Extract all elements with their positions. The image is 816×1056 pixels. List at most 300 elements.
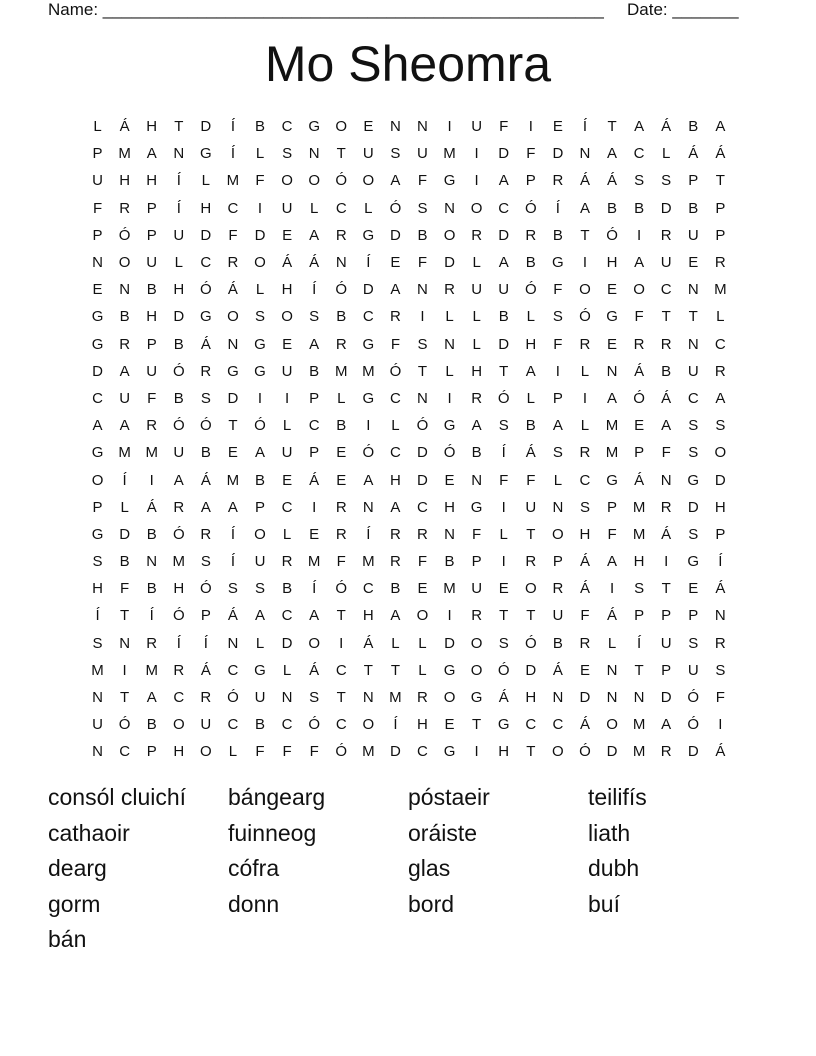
- grid-letter: O: [200, 743, 212, 761]
- grid-letter: B: [498, 308, 509, 326]
- grid-letter: L: [282, 417, 292, 435]
- grid-letter: Á: [146, 498, 157, 516]
- word-list-item: dubh: [588, 855, 640, 881]
- grid-letter: G: [362, 389, 375, 407]
- grid-letter: S: [715, 417, 726, 435]
- grid-letter: L: [472, 308, 481, 326]
- grid-letter: C: [660, 281, 672, 299]
- grid-letter: P: [661, 607, 672, 625]
- grid-letter: A: [309, 335, 320, 353]
- grid-letter: I: [637, 226, 642, 244]
- grid-letter: P: [715, 199, 726, 217]
- grid-letter: O: [470, 634, 483, 652]
- grid-letter: O: [308, 634, 320, 652]
- grid-letter: G: [470, 689, 483, 707]
- grid-letter: B: [173, 335, 184, 353]
- grid-letter: U: [498, 281, 510, 299]
- grid-letter: G: [91, 444, 104, 462]
- grid-letter: H: [471, 362, 483, 380]
- grid-letter: B: [552, 226, 563, 244]
- grid-letter: M: [91, 661, 104, 679]
- grid-letter: Ó: [335, 172, 348, 190]
- grid-letter: T: [120, 607, 130, 625]
- grid-row: [84, 113, 734, 140]
- grid-letter: A: [607, 145, 618, 163]
- grid-letter: N: [92, 743, 103, 761]
- grid-letter: C: [335, 199, 347, 217]
- grid-letter: I: [366, 417, 371, 435]
- grid-letter: F: [526, 471, 536, 489]
- grid-letter: Á: [552, 661, 563, 679]
- grid-letter: Ó: [579, 743, 591, 761]
- grid-letter: C: [714, 335, 726, 353]
- grid-letter: B: [146, 580, 157, 598]
- grid-letter: H: [525, 689, 537, 707]
- grid-letter: R: [525, 226, 537, 244]
- grid-letter: P: [661, 661, 672, 679]
- grid-letter: S: [390, 145, 401, 163]
- grid-letter: I: [420, 308, 425, 326]
- grid-letter: L: [472, 335, 481, 353]
- grid-letter: T: [499, 362, 509, 380]
- grid-letter: D: [281, 634, 293, 652]
- grid-letter: B: [200, 444, 211, 462]
- grid-letter: R: [660, 743, 672, 761]
- grid-letter: R: [281, 553, 293, 571]
- grid-letter: R: [335, 525, 347, 543]
- grid-letter: L: [472, 254, 481, 272]
- grid-letter: S: [715, 661, 726, 679]
- grid-letter: R: [579, 335, 591, 353]
- grid-letter: U: [362, 145, 374, 163]
- grid-letter: Ó: [687, 716, 700, 734]
- grid-letter: U: [660, 634, 672, 652]
- grid-letter: T: [526, 743, 536, 761]
- grid-letter: Á: [309, 661, 320, 679]
- grid-letter: D: [417, 444, 428, 462]
- grid-letter: A: [390, 498, 401, 516]
- grid-letter: Á: [119, 118, 130, 136]
- grid-letter: A: [525, 362, 536, 380]
- grid-letter: S: [282, 145, 293, 163]
- grid-letter: M: [226, 172, 240, 190]
- grid-letter: S: [255, 580, 266, 598]
- grid-letter: D: [579, 689, 591, 707]
- grid-letter: L: [93, 118, 102, 136]
- grid-letter: A: [498, 172, 509, 190]
- grid-letter: G: [470, 498, 483, 516]
- grid-letter: F: [309, 743, 319, 761]
- grid-letter: F: [499, 118, 509, 136]
- grid-letter: N: [444, 525, 455, 543]
- grid-letter: D: [362, 281, 374, 299]
- grid-letter: B: [255, 118, 266, 136]
- grid-letter: Á: [227, 281, 238, 299]
- grid-letter: R: [552, 172, 564, 190]
- grid-letter: N: [606, 362, 618, 380]
- grid-letter: P: [607, 498, 618, 516]
- grid-letter: I: [474, 743, 479, 761]
- grid-letter: N: [444, 199, 455, 217]
- grid-letter: E: [688, 254, 699, 272]
- grid-letter: U: [471, 281, 483, 299]
- grid-letter: N: [660, 471, 672, 489]
- grid-letter: P: [688, 172, 699, 190]
- grid-letter: M: [145, 444, 158, 462]
- grid-letter: C: [552, 716, 564, 734]
- grid-letter: L: [282, 661, 292, 679]
- grid-letter: O: [633, 281, 645, 299]
- grid-letter: R: [525, 553, 537, 571]
- grid-letter: M: [389, 689, 402, 707]
- grid-letter: L: [445, 362, 454, 380]
- word-list-item: bángearg: [228, 784, 326, 810]
- grid-letter: Á: [715, 145, 726, 163]
- grid-letter: G: [552, 254, 564, 272]
- grid-letter: B: [336, 308, 347, 326]
- grid-letter: S: [92, 634, 103, 652]
- grid-letter: F: [634, 308, 644, 326]
- grid-letter: L: [445, 308, 454, 326]
- grid-letter: H: [119, 172, 131, 190]
- grid-letter: Á: [525, 444, 536, 462]
- grid-letter: E: [363, 118, 374, 136]
- grid-letter: R: [146, 417, 158, 435]
- grid-letter: Ó: [389, 362, 402, 380]
- grid-letter: D: [606, 743, 618, 761]
- word-list-item: consól cluichí: [48, 784, 187, 810]
- grid-letter: N: [714, 607, 726, 625]
- grid-letter: R: [119, 199, 131, 217]
- grid-letter: B: [688, 118, 699, 136]
- grid-letter: B: [525, 254, 536, 272]
- word-list-item: oráiste: [408, 819, 478, 846]
- grid-letter: F: [580, 607, 590, 625]
- grid-letter: D: [92, 362, 103, 380]
- grid-letter: P: [634, 607, 645, 625]
- grid-letter: M: [172, 553, 186, 571]
- grid-letter: Ó: [524, 281, 537, 299]
- grid-letter: U: [146, 362, 158, 380]
- grid-letter: Ó: [172, 525, 185, 543]
- grid-letter: Í: [230, 145, 236, 163]
- grid-letter: N: [606, 661, 618, 679]
- grid-letter: L: [282, 525, 292, 543]
- grid-letter: D: [498, 335, 510, 353]
- grid-letter: N: [389, 118, 401, 136]
- grid-letter: A: [498, 254, 509, 272]
- grid-letter: I: [447, 607, 452, 625]
- grid-letter: N: [552, 498, 564, 516]
- grid-letter: T: [526, 607, 536, 625]
- grid-letter: F: [120, 580, 130, 598]
- grid-letter: Í: [149, 607, 154, 625]
- word-list-item: liath: [588, 819, 631, 846]
- grid-letter: M: [226, 471, 240, 489]
- grid-letter: R: [660, 498, 672, 516]
- grid-letter: P: [715, 226, 726, 244]
- grid-letter: Í: [230, 118, 236, 136]
- grid-letter: R: [335, 226, 347, 244]
- grid-letter: G: [91, 525, 104, 543]
- grid-letter: Ó: [118, 226, 131, 244]
- grid-letter: E: [336, 444, 347, 462]
- grid-letter: B: [255, 471, 266, 489]
- grid-letter: S: [552, 308, 563, 326]
- grid-letter: M: [118, 145, 131, 163]
- grid-letter: M: [334, 362, 348, 380]
- grid-letter: Í: [230, 525, 236, 543]
- word-list-item: glas: [408, 855, 451, 881]
- grid-letter: U: [254, 689, 266, 707]
- grid-letter: B: [173, 389, 184, 407]
- grid-letter: O: [91, 471, 104, 489]
- grid-letter: N: [471, 471, 483, 489]
- grid-letter: G: [443, 417, 456, 435]
- grid-letter: A: [255, 444, 266, 462]
- grid-letter: C: [389, 389, 401, 407]
- grid-letter: N: [444, 335, 455, 353]
- grid-row: [84, 657, 734, 684]
- grid-letter: I: [528, 118, 533, 136]
- grid-letter: S: [227, 580, 238, 598]
- grid-letter: L: [580, 417, 590, 435]
- grid-letter: T: [336, 145, 346, 163]
- grid-letter: H: [281, 281, 293, 299]
- grid-letter: Á: [634, 362, 645, 380]
- grid-letter: C: [389, 444, 401, 462]
- grid-letter: D: [444, 254, 455, 272]
- grid-letter: B: [607, 199, 618, 217]
- grid-letter: Ó: [200, 580, 212, 598]
- grid-letter: T: [472, 716, 482, 734]
- grid-letter: Ó: [389, 199, 402, 217]
- grid-letter: E: [390, 254, 401, 272]
- grid-letter: A: [200, 498, 211, 516]
- grid-row: [84, 684, 734, 711]
- grid-letter: D: [525, 661, 537, 679]
- grid-letter: Ó: [172, 607, 185, 625]
- grid-letter: N: [362, 689, 374, 707]
- grid-letter: Á: [607, 172, 618, 190]
- grid-letter: Á: [200, 471, 211, 489]
- grid-letter: O: [714, 444, 727, 462]
- grid-letter: G: [254, 362, 266, 380]
- grid-letter: C: [335, 661, 347, 679]
- grid-letter: O: [227, 308, 239, 326]
- grid-letter: P: [255, 498, 266, 516]
- grid-letter: U: [552, 607, 564, 625]
- grid-letter: S: [200, 553, 211, 571]
- grid-letter: A: [390, 607, 401, 625]
- grid-letter: F: [417, 172, 428, 190]
- grid-row: [84, 466, 734, 493]
- grid-letter: D: [687, 743, 699, 761]
- grid-letter: A: [173, 471, 184, 489]
- grid-letter: E: [552, 118, 563, 136]
- grid-letter: Ó: [687, 689, 700, 707]
- grid-letter: F: [282, 743, 292, 761]
- word-list-item: bán: [48, 926, 87, 952]
- grid-letter: Ó: [362, 444, 375, 462]
- grid-letter: B: [146, 281, 157, 299]
- grid-letter: D: [552, 145, 564, 163]
- grid-letter: Ó: [172, 362, 185, 380]
- word-list-item: fuinneog: [228, 819, 317, 846]
- grid-letter: N: [633, 689, 645, 707]
- grid-letter: F: [255, 743, 265, 761]
- name-field-label: Name: _____________________________________________________: [48, 0, 604, 19]
- grid-letter: G: [91, 308, 104, 326]
- grid-letter: F: [526, 145, 536, 163]
- grid-letter: Ó: [524, 199, 537, 217]
- grid-letter: R: [389, 308, 401, 326]
- grid-letter: B: [390, 580, 401, 598]
- grid-letter: T: [607, 118, 617, 136]
- grid-letter: E: [444, 471, 455, 489]
- grid-letter: H: [389, 471, 401, 489]
- grid-letter: O: [281, 308, 293, 326]
- grid-letter: F: [417, 254, 428, 272]
- grid-letter: N: [362, 498, 374, 516]
- grid-letter: U: [471, 118, 483, 136]
- grid-letter: Á: [309, 471, 320, 489]
- grid-letter: U: [119, 389, 131, 407]
- grid-letter: Ó: [497, 661, 510, 679]
- grid-letter: R: [471, 607, 483, 625]
- grid-letter: M: [714, 281, 727, 299]
- grid-letter: F: [92, 199, 103, 217]
- grid-letter: G: [443, 661, 456, 679]
- grid-letter: O: [335, 118, 348, 136]
- grid-letter: A: [715, 118, 726, 136]
- grid-letter: Á: [579, 172, 590, 190]
- grid-letter: B: [444, 553, 455, 571]
- grid-letter: Ó: [579, 308, 591, 326]
- grid-letter: U: [281, 199, 293, 217]
- grid-letter: B: [634, 199, 645, 217]
- grid-letter: C: [417, 743, 428, 761]
- grid-letter: D: [254, 226, 266, 244]
- grid-letter: N: [417, 118, 428, 136]
- grid-letter: P: [552, 553, 563, 571]
- grid-letter: C: [335, 716, 347, 734]
- grid-letter: A: [119, 417, 130, 435]
- grid-letter: T: [499, 607, 509, 625]
- grid-letter: A: [661, 417, 672, 435]
- grid-letter: B: [282, 580, 293, 598]
- grid-letter: A: [661, 716, 672, 734]
- grid-letter: N: [281, 689, 293, 707]
- grid-letter: E: [309, 525, 320, 543]
- grid-letter: U: [254, 553, 266, 571]
- grid-row: [84, 140, 734, 167]
- grid-letter: E: [444, 716, 455, 734]
- grid-row: [84, 412, 734, 439]
- grid-letter: O: [470, 661, 483, 679]
- grid-letter: U: [92, 172, 103, 190]
- grid-letter: N: [119, 281, 131, 299]
- word-list: [48, 780, 768, 958]
- grid-letter: Ó: [200, 417, 212, 435]
- grid-letter: D: [714, 471, 726, 489]
- grid-letter: F: [553, 335, 563, 353]
- grid-letter: Á: [227, 607, 238, 625]
- grid-letter: C: [227, 661, 239, 679]
- grid-letter: B: [688, 199, 699, 217]
- grid-letter: H: [173, 743, 185, 761]
- word-search-grid: [84, 113, 734, 766]
- grid-letter: O: [172, 716, 185, 734]
- grid-letter: S: [688, 634, 699, 652]
- grid-letter: Ó: [335, 743, 348, 761]
- word-list-item: bord: [408, 890, 455, 917]
- grid-letter: F: [417, 553, 428, 571]
- grid-letter: D: [389, 226, 401, 244]
- grid-letter: C: [281, 716, 293, 734]
- grid-letter: R: [471, 226, 483, 244]
- grid-letter: P: [309, 389, 320, 407]
- grid-letter: Í: [637, 634, 642, 652]
- grid-letter: P: [309, 444, 320, 462]
- grid-letter: B: [336, 417, 347, 435]
- grid-letter: C: [281, 118, 293, 136]
- grid-letter: Á: [579, 716, 590, 734]
- grid-letter: B: [255, 716, 266, 734]
- grid-letter: A: [390, 172, 401, 190]
- grid-letter: B: [146, 525, 157, 543]
- grid-letter: M: [632, 525, 646, 543]
- grid-letter: A: [471, 417, 482, 435]
- grid-letter: T: [363, 661, 373, 679]
- grid-letter: M: [605, 444, 619, 462]
- grid-letter: I: [257, 389, 263, 407]
- grid-letter: O: [362, 172, 375, 190]
- word-list-item: cathaoir: [48, 819, 130, 846]
- grid-letter: A: [309, 226, 320, 244]
- grid-letter: B: [471, 444, 482, 462]
- grid-letter: O: [308, 172, 320, 190]
- grid-letter: G: [308, 118, 320, 136]
- grid-letter: N: [308, 145, 320, 163]
- grid-letter: D: [200, 226, 212, 244]
- grid-letter: E: [92, 281, 103, 299]
- grid-letter: S: [688, 417, 699, 435]
- grid-letter: L: [364, 199, 373, 217]
- grid-letter: H: [92, 580, 103, 598]
- grid-letter: C: [119, 743, 131, 761]
- grid-letter: B: [417, 226, 428, 244]
- grid-letter: T: [634, 661, 644, 679]
- grid-letter: F: [147, 389, 157, 407]
- grid-letter: U: [687, 226, 699, 244]
- grid-letter: C: [362, 308, 374, 326]
- grid-letter: S: [417, 199, 428, 217]
- grid-letter: G: [443, 743, 456, 761]
- grid-letter: N: [417, 389, 428, 407]
- grid-letter: A: [227, 498, 238, 516]
- grid-letter: U: [200, 716, 212, 734]
- grid-letter: N: [687, 335, 699, 353]
- grid-letter: E: [417, 580, 428, 598]
- word-list-item: teilifís: [588, 784, 647, 810]
- grid-letter: C: [362, 580, 374, 598]
- grid-letter: C: [308, 417, 320, 435]
- grid-letter: Á: [579, 580, 590, 598]
- grid-letter: F: [472, 525, 482, 543]
- grid-letter: I: [122, 661, 127, 679]
- grid-letter: G: [362, 335, 375, 353]
